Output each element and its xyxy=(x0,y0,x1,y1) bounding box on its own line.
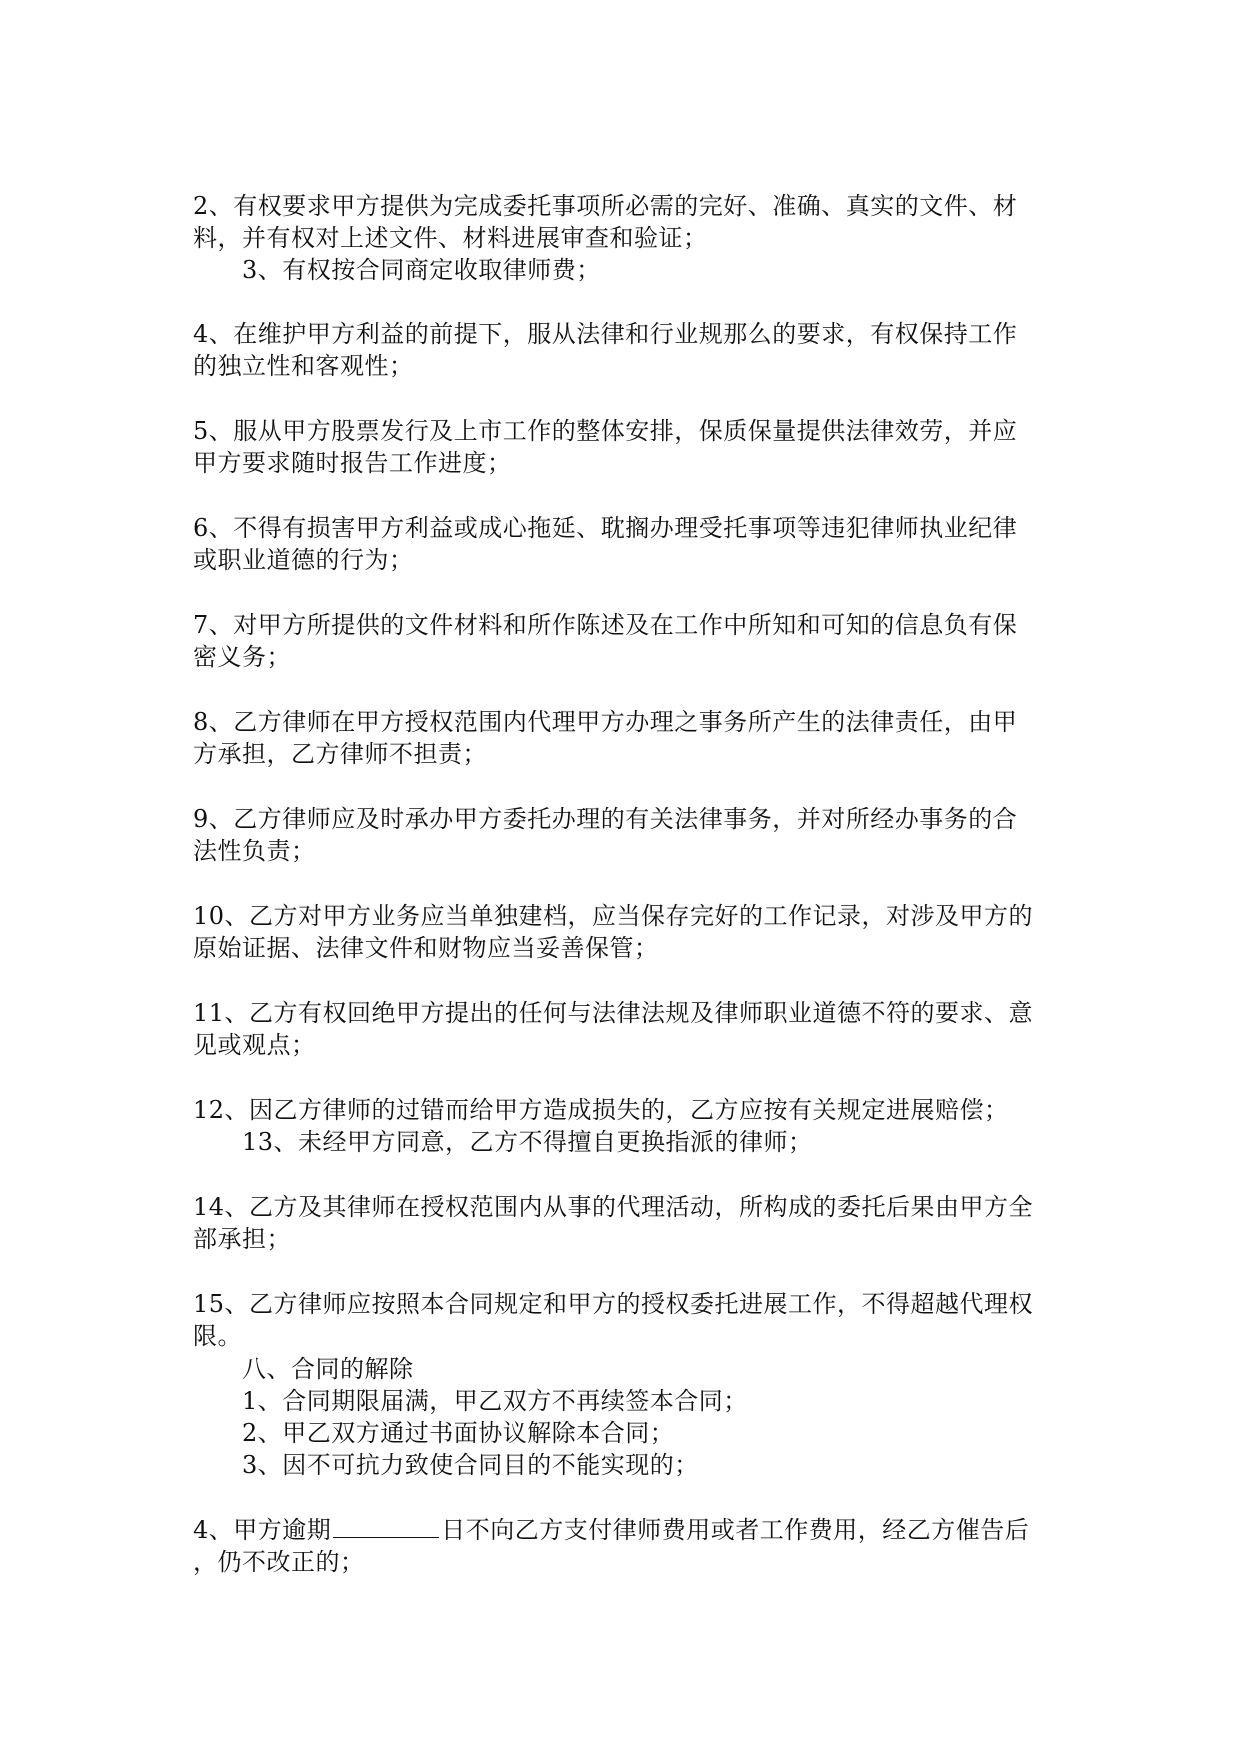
text-line: 2、有权要求甲方提供为完成委托事项所必需的完好、准确、真实的文件、材 xyxy=(193,192,1018,220)
text-line: 见或观点； xyxy=(193,1031,316,1059)
text-line: 1、合同期限届满，甲乙双方不再续签本合同； xyxy=(242,1387,748,1415)
text-line: 2、甲乙双方通过书面协议解除本合同； xyxy=(242,1419,675,1447)
text-line: 13、未经甲方同意，乙方不得擅自更换指派的律师； xyxy=(242,1128,813,1156)
text-line: 限。 xyxy=(193,1322,242,1350)
text-line: 10、乙方对甲方业务应当单独建档，应当保存完好的工作记录，对涉及甲方的 xyxy=(193,902,1034,930)
text-line: 原始证据、法律文件和财物应当妥善保管； xyxy=(193,934,659,962)
clause-suffix: 日不向乙方支付律师费用或者工作费用，经乙方催告后 xyxy=(441,1516,1030,1544)
text-line: 7、对甲方所提供的文件材料和所作陈述及在工作中所知和可知的信息负有保 xyxy=(193,611,1018,639)
text-line: 3、有权按合同商定收取律师费； xyxy=(242,256,601,284)
text-line: 方承担，乙方律师不担责； xyxy=(193,740,487,768)
text-line: 8、乙方律师在甲方授权范围内代理甲方办理之事务所产生的法律责任，由甲 xyxy=(193,708,1018,736)
text-line: 料，并有权对上述文件、材料进展审查和验证； xyxy=(193,224,708,252)
text-line: 15、乙方律师应按照本合同规定和甲方的授权委托进展工作，不得超越代理权 xyxy=(193,1290,1034,1318)
text-line: ，仍不改正的； xyxy=(193,1548,365,1576)
text-line: 14、乙方及其律师在授权范围内从事的代理活动，所构成的委托后果由甲方全 xyxy=(193,1193,1034,1221)
clause-prefix: 4、甲方逾期 xyxy=(193,1516,332,1544)
text-line: 甲方要求随时报告工作进度； xyxy=(193,449,512,477)
fill-in-blank[interactable] xyxy=(333,1515,439,1538)
text-line: 4、在维护甲方利益的前提下，服从法律和行业规那么的要求，有权保持工作 xyxy=(193,320,1018,348)
text-line: 6、不得有损害甲方利益或成心拖延、耽搁办理受托事项等违犯律师执业纪律 xyxy=(193,514,1018,542)
text-line: 3、因不可抗力致使合同目的不能实现的； xyxy=(242,1451,699,1479)
text-line-with-blank xyxy=(193,1514,1053,1546)
text-line: 密义务； xyxy=(193,643,291,671)
section-heading: 八、合同的解除 xyxy=(242,1355,414,1383)
text-line: 11、乙方有权回绝甲方提出的任何与法律法规及律师职业道德不符的要求、意 xyxy=(193,999,1034,1027)
text-line: 法性负责； xyxy=(193,837,316,865)
text-line: 12、因乙方律师的过错而给甲方造成损失的，乙方应按有关规定进展赔偿； xyxy=(193,1096,1009,1124)
text-line: 部承担； xyxy=(193,1225,291,1253)
text-line: 或职业道德的行为； xyxy=(193,546,414,574)
text-line: 9、乙方律师应及时承办甲方委托办理的有关法律事务，并对所经办事务的合 xyxy=(193,805,1018,833)
text-line: 的独立性和客观性； xyxy=(193,352,414,380)
text-line: 5、服从甲方股票发行及上市工作的整体安排，保质保量提供法律效劳，并应 xyxy=(193,417,1018,445)
